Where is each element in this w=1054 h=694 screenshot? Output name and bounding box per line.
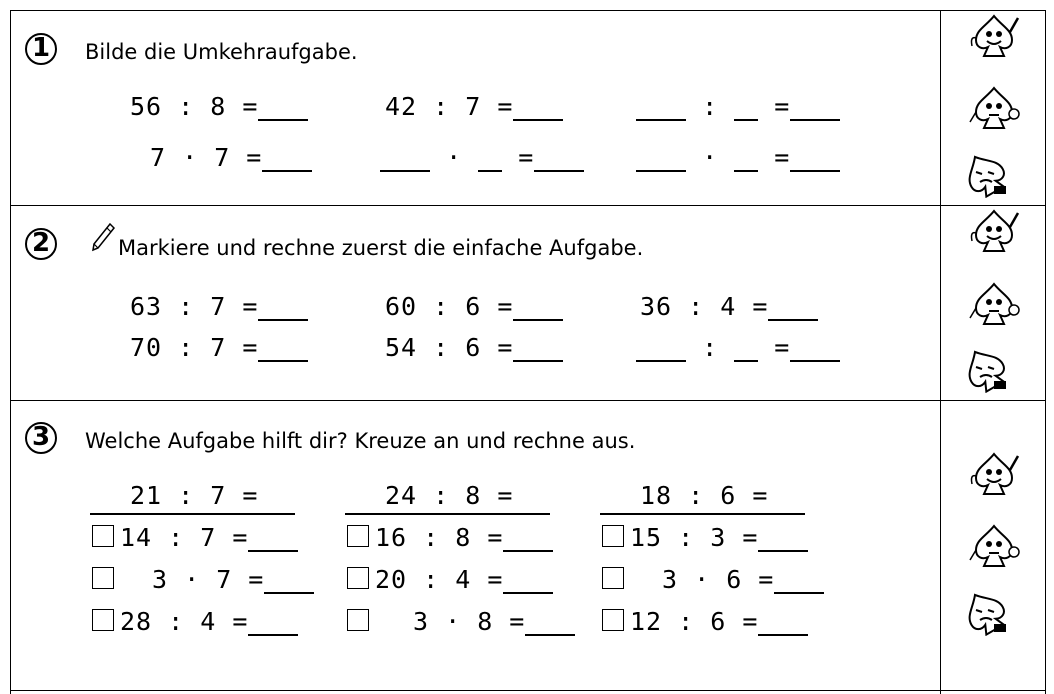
option-row: 3 · 6 = [602,565,824,594]
task-1-instruction: Bilde die Umkehraufgabe. [85,40,358,64]
option-row: 16 : 8 = [347,523,553,552]
equation: 60 : 6 = [385,292,563,321]
checkbox-icon[interactable] [602,567,624,589]
checkbox-icon[interactable] [92,567,114,589]
answer-blank[interactable] [774,568,824,594]
checkbox-icon[interactable] [347,525,369,547]
answer-blank[interactable] [478,146,502,172]
mascot-sad-icon [960,150,1012,198]
answer-blank[interactable] [262,146,312,172]
answer-blank[interactable] [790,146,840,172]
answer-blank[interactable] [734,95,758,121]
checkbox-icon[interactable] [92,525,114,547]
equation: 54 : 6 = [385,333,563,362]
answer-blank[interactable] [513,95,563,121]
answer-blank[interactable] [768,295,818,321]
checkbox-icon[interactable] [347,567,369,589]
separator-line [600,513,805,515]
checkbox-icon[interactable] [92,609,114,631]
answer-blank[interactable] [790,95,840,121]
section-divider [10,205,1046,206]
answer-blank[interactable] [734,336,758,362]
equation: 42 : 7 = [385,92,563,121]
option-row: 14 : 7 = [92,523,298,552]
answer-blank[interactable] [758,526,808,552]
answer-blank[interactable] [248,526,298,552]
checkbox-icon[interactable] [602,525,624,547]
answer-blank[interactable] [525,610,575,636]
answer-blank[interactable] [264,568,314,594]
task-3-instruction: Welche Aufgabe hilft dir? Kreuze an und rechne aus. [85,429,636,453]
mascot-happy-icon [968,450,1020,498]
task-2-instruction: Markiere und rechne zuerst die einfache Aufgabe. [118,236,644,260]
option-row: 20 : 4 = [347,565,553,594]
equation: 7 · 7 = [150,143,312,172]
section-divider [10,400,1046,401]
equation: 70 : 7 = [130,333,308,362]
answer-blank[interactable] [513,295,563,321]
equation: : = [636,92,840,121]
mascot-thinking-icon [968,280,1020,328]
separator-line [90,513,295,515]
target-equation: 18 : 6 = [640,481,769,510]
task-number-3: 3 [25,422,57,454]
rating-column-divider [940,10,941,694]
answer-blank[interactable] [258,95,308,121]
answer-blank[interactable] [503,526,553,552]
answer-blank[interactable] [636,95,686,121]
separator-line [345,513,550,515]
answer-blank[interactable] [734,146,758,172]
section-divider [10,690,1046,691]
target-equation: 21 : 7 = [130,481,259,510]
equation: · = [380,143,584,172]
equation: : = [636,333,840,362]
task-number-2: 2 [25,228,57,260]
answer-blank[interactable] [534,146,584,172]
option-row: 28 : 4 = [92,607,298,636]
pencil-icon [90,222,116,252]
mascot-sad-icon [960,588,1012,636]
checkbox-icon[interactable] [602,609,624,631]
answer-blank[interactable] [636,336,686,362]
checkbox-icon[interactable] [347,609,369,631]
mascot-thinking-icon [968,522,1020,570]
answer-blank[interactable] [758,610,808,636]
target-equation: 24 : 8 = [385,481,514,510]
equation: · = [636,143,840,172]
mascot-sad-icon [960,345,1012,393]
answer-blank[interactable] [258,336,308,362]
mascot-happy-icon [968,12,1020,60]
answer-blank[interactable] [248,610,298,636]
answer-blank[interactable] [790,336,840,362]
equation: 36 : 4 = [640,292,818,321]
mascot-happy-icon [968,207,1020,255]
option-row: 3 · 8 = [347,607,575,636]
answer-blank[interactable] [380,146,430,172]
equation: 63 : 7 = [130,292,308,321]
option-row: 12 : 6 = [602,607,808,636]
task-number-1: 1 [25,33,57,65]
answer-blank[interactable] [513,336,563,362]
answer-blank[interactable] [503,568,553,594]
option-row: 3 · 7 = [92,565,314,594]
mascot-thinking-icon [968,84,1020,132]
option-row: 15 : 3 = [602,523,808,552]
equation: 56 : 8 = [130,92,308,121]
answer-blank[interactable] [258,295,308,321]
answer-blank[interactable] [636,146,686,172]
